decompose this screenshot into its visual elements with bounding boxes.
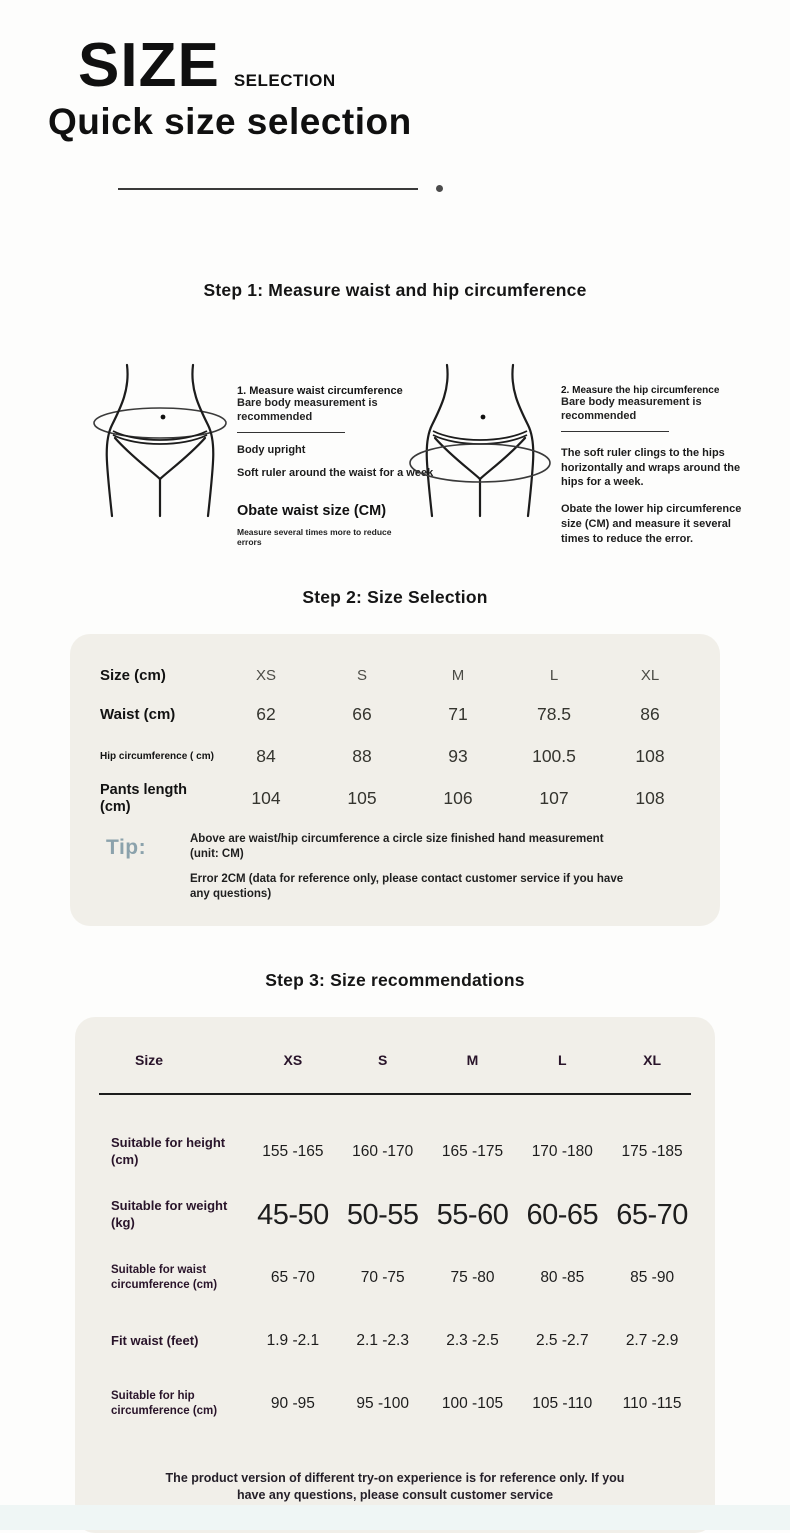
row-label: Suitable for hip circumference (cm) xyxy=(111,1390,218,1418)
table-cell: 2.3 -2.5 xyxy=(446,1332,499,1350)
header-cell: S xyxy=(378,1051,388,1068)
hip-result-label: Obate the lower hip circumference size (CM) and measure it several times to reduce the error. xyxy=(561,503,742,545)
table-cell: 84 xyxy=(256,746,276,767)
table-cell: 75 -80 xyxy=(450,1269,495,1287)
table-cell: XL xyxy=(640,667,660,685)
header-cell: XS xyxy=(283,1051,303,1068)
waist-figure-icon xyxy=(85,363,235,518)
table-cell: L xyxy=(549,667,559,685)
page-title-suffix: SELECTION xyxy=(233,71,336,90)
waist-note: Measure several times more to reduce errors xyxy=(237,526,392,547)
page-header xyxy=(0,0,790,192)
measurement-instructions xyxy=(85,363,790,547)
waist-result-label: Obate waist size (CM) xyxy=(237,502,387,519)
header-cell: XL xyxy=(643,1051,662,1068)
hip-step-subtitle: Bare body measurement is recommended xyxy=(561,396,702,422)
recommendation-table-card xyxy=(75,1017,715,1533)
row-label: Size (cm) xyxy=(100,667,166,685)
table-cell: 85 -90 xyxy=(630,1269,675,1287)
table-cell: 104 xyxy=(251,788,281,809)
table-row xyxy=(93,1247,697,1310)
title-row xyxy=(78,31,790,100)
hip-measure-illustration xyxy=(405,363,555,518)
table-cell: 55-60 xyxy=(436,1198,509,1231)
table-row xyxy=(100,694,698,736)
table-cell: XS xyxy=(255,667,276,685)
table-cell: 100.5 xyxy=(532,746,576,767)
size-table-card xyxy=(70,634,720,926)
table-cell: 78.5 xyxy=(536,704,572,725)
table-cell: 66 xyxy=(352,704,372,725)
table-cell: 105 -110 xyxy=(532,1395,593,1413)
table-cell: 95 -100 xyxy=(356,1395,409,1413)
underline-rule xyxy=(561,431,669,432)
header-label: Size xyxy=(135,1051,164,1068)
hip-instruction-body: The soft ruler clings to the hips horizontally and wraps around the hips for a week. xyxy=(561,446,741,489)
divider-dot xyxy=(436,185,443,192)
table-cell: 80 -85 xyxy=(540,1269,585,1287)
table-row xyxy=(93,1373,697,1436)
row-label: Waist (cm) xyxy=(100,706,176,724)
table-cell: 70 -75 xyxy=(360,1269,405,1287)
page-subtitle: Quick size selection xyxy=(48,101,412,143)
table-cell: 86 xyxy=(640,704,660,725)
table-cell: 93 xyxy=(448,746,468,767)
header-cell: M xyxy=(466,1051,479,1068)
waist-instructions xyxy=(237,363,434,547)
table-cell: 60-65 xyxy=(526,1198,599,1231)
hip-step-title: 2. Measure the hip circumference xyxy=(561,385,720,397)
table-cell: 165 -175 xyxy=(441,1143,504,1161)
table-cell: 155 -165 xyxy=(262,1143,324,1161)
table-cell: 108 xyxy=(635,746,665,767)
row-label: Suitable for height (cm) xyxy=(111,1135,226,1168)
table-cell: 105 xyxy=(347,788,377,809)
table-row xyxy=(93,1310,697,1373)
table-row xyxy=(100,658,698,694)
table-cell: 160 -170 xyxy=(352,1143,414,1161)
bottom-strip xyxy=(0,1505,790,1530)
table-cell: 88 xyxy=(352,746,372,767)
tip-label: Tip: xyxy=(106,835,147,859)
table-cell: 45-50 xyxy=(257,1198,329,1231)
title-divider xyxy=(118,185,790,192)
table-cell: 107 xyxy=(539,788,569,809)
waist-instruction-1: Body upright xyxy=(237,443,306,456)
table-cell: 50-55 xyxy=(346,1198,419,1231)
hip-instructions xyxy=(561,363,747,547)
table-cell: 170 -180 xyxy=(531,1143,593,1161)
table-cell: 175 -185 xyxy=(621,1143,683,1161)
table-cell: 65 -70 xyxy=(270,1269,315,1287)
tip-text xyxy=(190,832,698,912)
row-label: Suitable for waist circumference (cm) xyxy=(111,1264,218,1292)
table-header-row xyxy=(93,1043,697,1077)
table-cell: M xyxy=(451,667,465,685)
table-cell: S xyxy=(356,667,367,685)
header-cell: L xyxy=(558,1051,567,1068)
step3-heading: Step 3: Size recommendations xyxy=(265,969,525,990)
row-label: Suitable for weight (kg) xyxy=(111,1198,228,1231)
tip-line-2: Error 2CM (data for reference only, please contact customer service if you have any questions) xyxy=(190,872,624,901)
page-title: SIZE xyxy=(78,31,220,100)
table-row xyxy=(100,736,698,778)
step2-heading: Step 2: Size Selection xyxy=(302,586,488,607)
table-cell: 90 -95 xyxy=(270,1395,315,1413)
row-label: Hip circumference ( cm) xyxy=(100,751,214,763)
hip-figure-icon xyxy=(405,363,555,518)
table-cell: 108 xyxy=(635,788,665,809)
table-cell: 62 xyxy=(256,704,276,725)
table-row xyxy=(93,1121,697,1184)
table-cell: 71 xyxy=(448,704,468,725)
table-row xyxy=(100,778,698,820)
step1-heading: Step 1: Measure waist and hip circumference xyxy=(203,280,587,301)
waist-instruction-2: Soft ruler around the waist for a week xyxy=(237,466,434,479)
waist-step-subtitle: Bare body measurement is recommended xyxy=(237,397,378,423)
table-cell: 2.1 -2.3 xyxy=(356,1332,409,1350)
row-label: Pants length (cm) xyxy=(100,782,188,815)
header-rule xyxy=(99,1093,691,1095)
row-label: Fit waist (feet) xyxy=(111,1332,199,1348)
underline-rule xyxy=(237,432,345,433)
tip-section xyxy=(100,832,698,912)
table-cell: 106 xyxy=(443,788,473,809)
footer-note: The product version of different try-on experience is for reference only. If you have any questions, please consult customer service xyxy=(165,1470,625,1503)
table-cell: 2.7 -2.9 xyxy=(625,1332,679,1350)
table-cell: 65-70 xyxy=(616,1198,688,1231)
waist-step-title: 1. Measure waist circumference xyxy=(237,385,403,398)
tip-line-1: Above are waist/hip circumference a circle size finished hand measurement (unit: CM) xyxy=(190,832,604,861)
table-cell: 2.5 -2.7 xyxy=(536,1332,589,1350)
table-cell: 100 -105 xyxy=(441,1395,504,1413)
table-cell: 1.9 -2.1 xyxy=(266,1332,320,1350)
table-cell: 110 -115 xyxy=(622,1395,682,1413)
table-row xyxy=(93,1184,697,1247)
divider-line xyxy=(118,188,418,190)
waist-measure-illustration xyxy=(85,363,235,518)
